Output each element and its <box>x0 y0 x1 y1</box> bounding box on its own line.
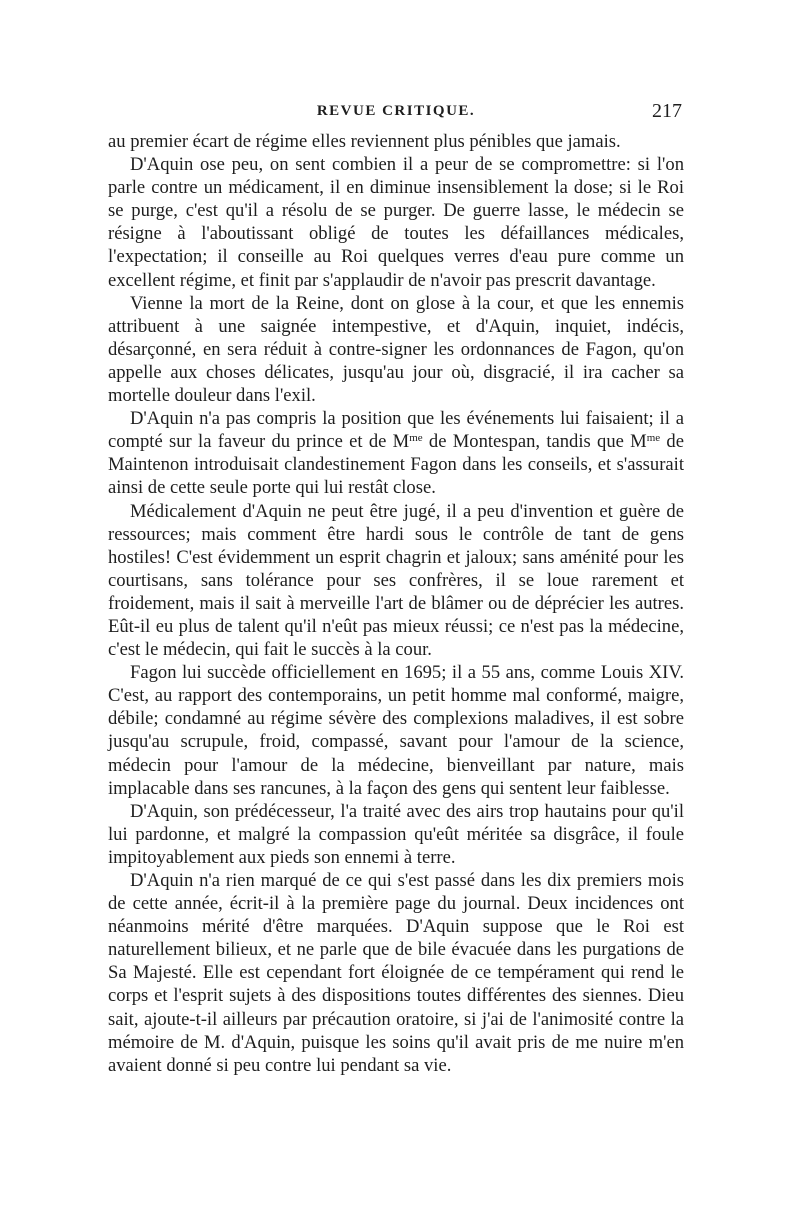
paragraph-fagon-succession: Fagon lui succède officiellement en 1695; il a 55 ans, comme Louis XIV. C'est, au rapport des contemporains, un petit homme mal conformé, maigre, débile; condamné au régime sévère des complexions maladives, il est sobre jusqu'au scrupule, froid, compassé, savant pour l'amour de la science, médecin pour l'amour de la médecine, bienveillant par nature, mais implacable dans ses rancunes, à la façon des gens qui sentent leur faiblesse. <box>108 662 684 799</box>
paragraph-predecessor: D'Aquin, son prédécesseur, l'a traité avec des airs trop hautains pour qu'il lui pardonne, et malgré la compassion qu'eût méritée sa disgrâce, il foule impitoyablement aux pieds son ennemi à terre. <box>108 800 684 868</box>
paragraph-journal: D'Aquin n'a rien marqué de ce qui s'est passé dans les dix premiers mois de cette année, écrit-il à la première page du journal. Deux incidences ont néanmoins mérité d'être marquées. D'Aquin suppose que le Roi est naturellement bilieux, et ne parle que de bile évacuée dans les purgations de Sa Majesté. Elle est cependant fort éloignée de ce tempérament qui rend le corps et l'esprit sujets à des dispositions toutes différentes des siennes. Dieu sait, ajoute-t-il ailleurs par précaution oratoire, si j'ai de l'animosité contre la mémoire de M. d'Aquin, puisque les soins qu'il avait pris de me nuire m'en avaient donné si peu contre lui pendant sa vie. <box>108 870 684 1076</box>
text-run: de Montespan, tandis que M <box>422 431 647 453</box>
paragraph-court-position <box>108 407 684 499</box>
superscript-me: me <box>409 432 423 445</box>
page-number: 217 <box>652 100 682 122</box>
body-text <box>108 130 684 1077</box>
paragraph-medical-judgment: Médicalement d'Aquin ne peut être jugé, il a peu d'invention et guère de ressources; mais comment être hardi sous le contrôle de tant de gens hostiles! C'est évidemment un esprit chagrin et jaloux; sans aménité pour les courtisans, sans tolérance pour ses confrères, il se loue rarement et froidement, mais il sait à merveille l'art de blâmer ou de déprécier les autres. Eût-il eu plus de talent qu'il n'eût pas mieux réussi; ce n'est pas la médecine, c'est le médecin, qui fait le succès à la cour. <box>108 500 684 661</box>
text-run: D'Aquin n'a pas compris la position que les événements lui faisaient; il a compté sur la faveur du prince et de M <box>108 408 684 453</box>
paragraph-continued: au premier écart de régime elles reviennent plus pénibles que jamais. <box>108 131 621 152</box>
running-head <box>108 98 684 124</box>
superscript-me: me <box>646 432 661 445</box>
paragraph-death-of-queen: Vienne la mort de la Reine, dont on glose à la cour, et que les ennemis attribuent à une saignée intempestive, et d'Aquin, inquiet, indécis, désarçonné, en sera réduit à contre-signer les ordonnances de Fagon, qu'on appelle aux choses délicates, jusqu'au jour où, disgracié, il ira cacher sa mortelle douleur dans l'exil. <box>108 292 684 407</box>
text-run: de Maintenon introduisait clandestinement Fagon dans les conseils, et s'assurait ainsi de cette seule porte qui lui restât close. <box>108 431 684 499</box>
running-title: REVUE CRITIQUE. <box>316 103 476 119</box>
paragraph-daquin-hesitation: D'Aquin ose peu, on sent combien il a peur de se compromettre: si l'on parle contre un médicament, il en diminue insensiblement la dose; si le Roi se purge, c'est qu'il a résolu de se purger. De guerre lasse, le médecin se résigne à l'aboutissant obligé de toutes les défaillances médicales, l'expectation; il conseille au Roi quelques verres d'eau pure comme un excellent régime, et finit par s'applaudir de n'avoir pas prescrit davantage. <box>108 154 684 291</box>
